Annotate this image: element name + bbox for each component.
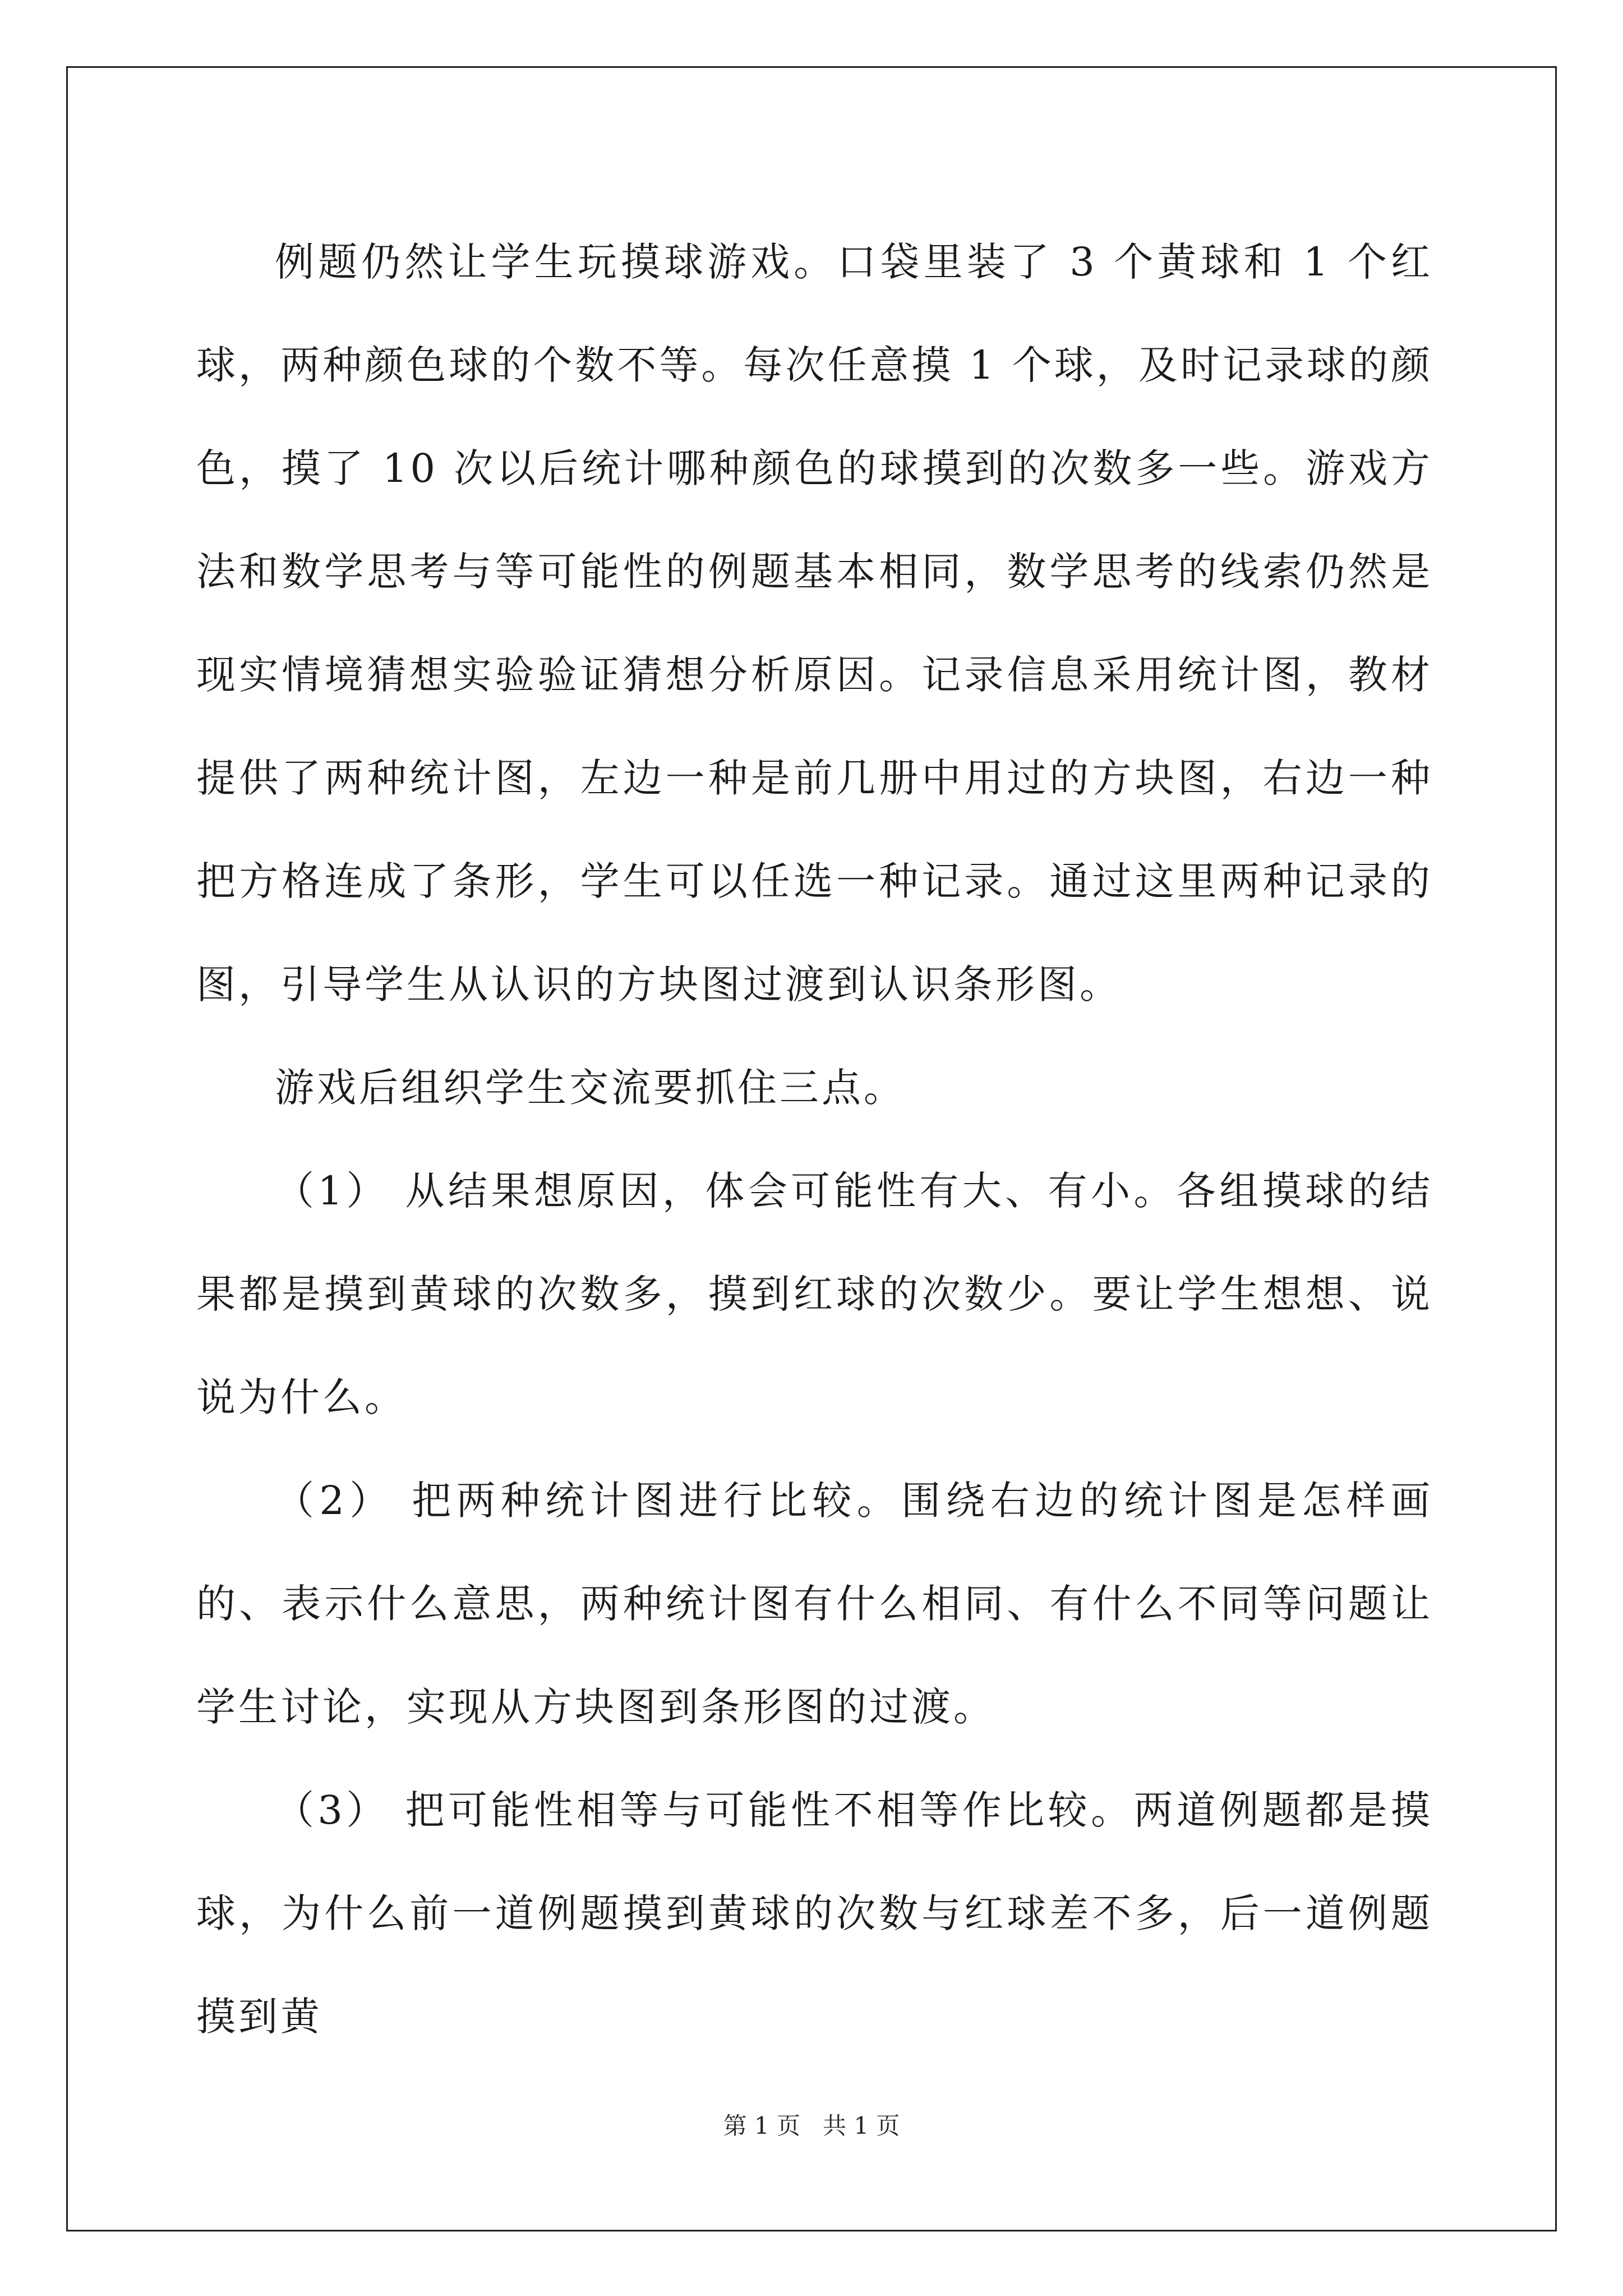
- paragraph-intro: 例题仍然让学生玩摸球游戏。口袋里装了 3 个黄球和 1 个红球，两种颜色球的个数不等。每次任意摸 1 个球，及时记录球的颜色，摸了 10 次以后统计哪种颜色的球摸到的次数多一些。游戏方法和数学思考与等可能性的例题基本相同，数学思考的线索仍然是现实情境猜想实验验证猜想分析原因。记录信息采用统计图，教材提供了两种统计图，左边一种是前几册中用过的方块图，右边一种把方格连成了条形，学生可以任选一种记录。通过这里两种记录的图，引导学生从认识的方块图过渡到认识条形图。: [196, 239, 1433, 1007]
- page-footer: [0, 2109, 1623, 2143]
- document-body: [196, 210, 1433, 2068]
- paragraph-point-3: （3） 把可能性相等与可能性不相等作比较。两道例题都是摸球，为什么前一道例题摸到黄球的次数与红球差不多，后一道例题摸到黄: [196, 1787, 1433, 2040]
- paragraph-point-1: （1） 从结果想原因，体会可能性有大、有小。各组摸球的结果都是摸到黄球的次数多，摸到红球的次数少。要让学生想想、说说为什么。: [196, 1168, 1433, 1420]
- paragraph-discussion-lead: 游戏后组织学生交流要抓住三点。: [275, 1065, 906, 1111]
- page-number: 第 1 页: [723, 2112, 800, 2139]
- page-total: 共 1 页: [823, 2112, 900, 2139]
- paragraph-point-2: （2） 把两种统计图进行比较。围绕右边的统计图是怎样画的、表示什么意思，两种统计图有什么相同、有什么不同等问题让学生讨论，实现从方块图到条形图的过渡。: [196, 1478, 1433, 1730]
